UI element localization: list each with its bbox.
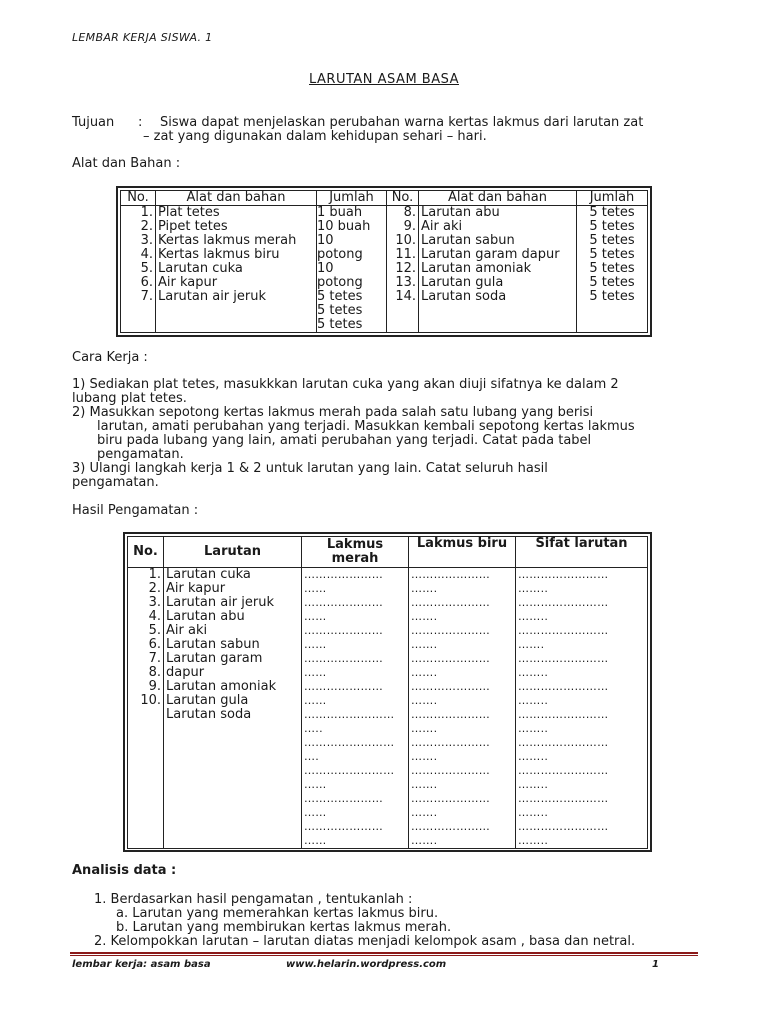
step-line: larutan, amati perubahan yang terjadi. Masukkan kembali sepotong kertas lakmus: [97, 419, 635, 434]
table2-sifat-blanks: …………………… …….. …………………… …….. …………………… ……. …………………… …….. …………………… …….. …………………… …….. …………………… …….. …………………… …….. …………………… …….. …………………… ……..: [516, 568, 648, 849]
cara-kerja-heading: Cara Kerja :: [72, 350, 148, 365]
table2-header-larutan: Larutan: [164, 537, 302, 568]
table1-left-items: Plat tetes Pipet tetes Kertas lakmus merah Kertas lakmus biru Larutan cuka Air kapur Larutan air jeruk: [156, 206, 317, 333]
table2-merah-blanks: ………………… …… ………………… …… ………………… …… ………………… …… ………………… …… …………………… ….. …………………… …. …………………… …… ………………… …… ………………… ……: [302, 568, 409, 849]
page-title: LARUTAN ASAM BASA: [309, 72, 459, 87]
table2-header-sifat: Sifat larutan: [516, 537, 648, 568]
step-line: pengamatan.: [72, 475, 159, 490]
footer-rule: [70, 952, 698, 954]
footer-url: www.helarin.wordpress.com: [286, 959, 447, 970]
step-line: 2) Masukkan sepotong kertas lakmus merah pada salah satu lubang yang berisi: [72, 405, 594, 420]
table1-left-numbers: 1. 2. 3. 4. 5. 6. 7.: [121, 206, 156, 333]
tujuan-label: Tujuan: [72, 115, 115, 130]
analisis-heading: Analisis data :: [72, 863, 177, 878]
footer-rule-thin: [70, 955, 698, 956]
table2-header-lakmus-merah: Lakmus merah: [302, 537, 409, 568]
analisis-item-2: 2. Kelompokkan larutan – larutan diatas menjadi kelompok asam , basa dan netral.: [94, 934, 636, 949]
tujuan-colon: :: [138, 115, 143, 130]
table2-larutan: Larutan cuka Air kapur Larutan air jeruk Larutan abu Air aki Larutan sabun Larutan garam dapur Larutan amoniak Larutan gula Larutan soda: [164, 568, 302, 849]
analisis-item-1: 1. Berdasarkan hasil pengamatan , tentukanlah :: [94, 892, 413, 907]
alat-bahan-table: [116, 186, 652, 337]
table2-numbers: 1. 2. 3. 4. 5. 6. 7. 8. 9. 10.: [128, 568, 164, 849]
alat-heading: Alat dan Bahan :: [72, 156, 181, 171]
footer-left: lembar kerja: asam basa: [72, 959, 211, 970]
step-line: 1) Sediakan plat tetes, masukkkan larutan cuka yang akan diuji sifatnya ke dalam 2: [72, 377, 619, 392]
table1-header-no: No.: [121, 191, 156, 206]
table1-header-item-2: Alat dan bahan: [419, 191, 577, 206]
table1-right-numbers: 8. 9. 10. 11. 12. 13. 14.: [387, 206, 419, 333]
table1-right-items: Larutan abu Air aki Larutan sabun Larutan garam dapur Larutan amoniak Larutan gula Larutan soda: [419, 206, 577, 333]
hasil-pengamatan-table: [123, 532, 652, 852]
table2-biru-blanks: ………………… ……. ………………… ……. ………………… ……. ………………… ……. ………………… ……. ………………… ……. ………………… ……. ………………… ……. ………………… ……. ………………… …….: [409, 568, 516, 849]
table1-header-qty-2: Jumlah: [577, 191, 648, 206]
table1-left-qty: 1 buah 10 buah 10 potong 10 potong 5 tetes 5 tetes 5 tetes: [317, 206, 387, 333]
step-line: lubang plat tetes.: [72, 391, 187, 406]
table1-right-qty: 5 tetes 5 tetes 5 tetes 5 tetes 5 tetes 5 tetes 5 tetes: [577, 206, 648, 333]
tujuan-line-2: – zat yang digunakan dalam kehidupan sehari – hari.: [143, 129, 487, 144]
table2-header-lakmus-biru: Lakmus biru: [409, 537, 516, 568]
header-label: LEMBAR KERJA SISWA. 1: [72, 31, 213, 44]
table1-header-item: Alat dan bahan: [156, 191, 317, 206]
hasil-heading: Hasil Pengamatan :: [72, 503, 199, 518]
step-line: 3) Ulangi langkah kerja 1 & 2 untuk larutan yang lain. Catat seluruh hasil: [72, 461, 548, 476]
table2-header-no: No.: [128, 537, 164, 568]
page-number: 1: [652, 959, 659, 970]
analisis-item-1a: a. Larutan yang memerahkan kertas lakmus biru.: [116, 906, 439, 921]
tujuan-line-1: Siswa dapat menjelaskan perubahan warna kertas lakmus dari larutan zat: [160, 115, 644, 130]
table1-header-qty: Jumlah: [317, 191, 387, 206]
step-line: pengamatan.: [97, 447, 184, 462]
table1-header-no-2: No.: [387, 191, 419, 206]
analisis-item-1b: b. Larutan yang membirukan kertas lakmus merah.: [116, 920, 452, 935]
step-line: biru pada lubang yang lain, amati perubahan yang terjadi. Catat pada tabel: [97, 433, 592, 448]
